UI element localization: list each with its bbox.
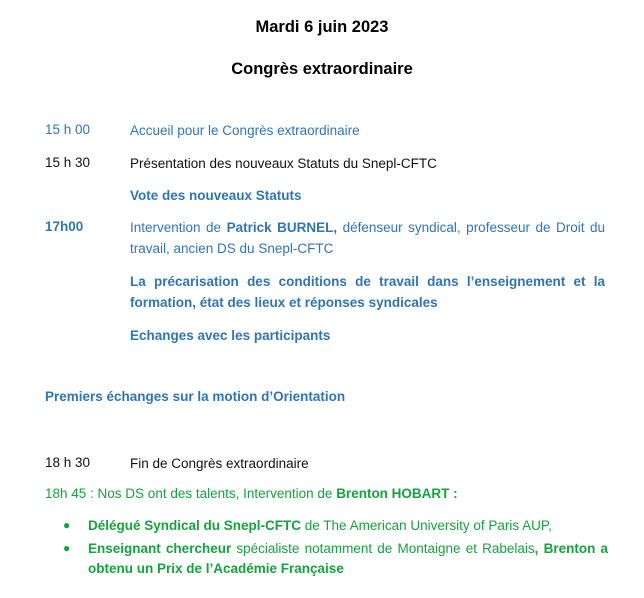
item-vote: Vote des nouveaux Statuts [130,188,302,203]
time-1530: 15 h 30 [45,155,91,170]
bullet-2-normal: spécialiste notamment de Montaigne et Rabelais [231,541,535,556]
time-1700: 17h00 [45,219,84,234]
bullet-item-2 [88,539,608,579]
time-1830: 18 h 30 [45,455,91,470]
bullet-icon: ● [63,541,71,555]
item-closing: Fin de Congrès extraordinaire [130,456,309,471]
item-presentation: Présentation des nouveaux Statuts du Snepl-CFTC [130,156,437,171]
speaker-name: Patrick BURNEL, [226,220,338,235]
date-heading: Mardi 6 juin 2023 [255,18,389,36]
talents-text: 18h 45 : Nos DS ont des talents, Intervention de [45,486,337,501]
bullet-1-normal: de The American University of Paris AUP, [301,518,552,533]
intervention-text-b: défenseur syndical, professeur de Droit du travail, ancien DS du Snepl-CFTC [130,220,605,256]
time-1500: 15 h 00 [45,122,91,137]
page-title: Congrès extraordinaire [231,60,413,78]
item-exchange: Echanges avec les participants [130,328,331,343]
item-welcome: Accueil pour le Congrès extraordinaire [130,123,360,138]
orientation-line: Premiers échanges sur la motion d’Orientation [45,389,346,404]
item-talents [45,486,458,501]
bullet-item-1 [88,516,608,536]
item-intervention [130,217,605,259]
bullet-2-strong2: , Brenton a obtenu un Prix de l’Académie Française [88,541,608,576]
bullet-icon: ● [63,518,71,532]
bullet-2-strong: Enseignant chercheur [88,541,232,556]
intervention-text-a: Intervention de [130,220,227,235]
item-topic: La précarisation des conditions de travail dans l’enseignement et la formation, état des lieux et réponses syndicales [130,274,605,310]
bullet-1-strong: Délégué Syndical du Snepl-CFTC [88,518,302,533]
talents-speaker: Brenton HOBART : [336,486,458,501]
